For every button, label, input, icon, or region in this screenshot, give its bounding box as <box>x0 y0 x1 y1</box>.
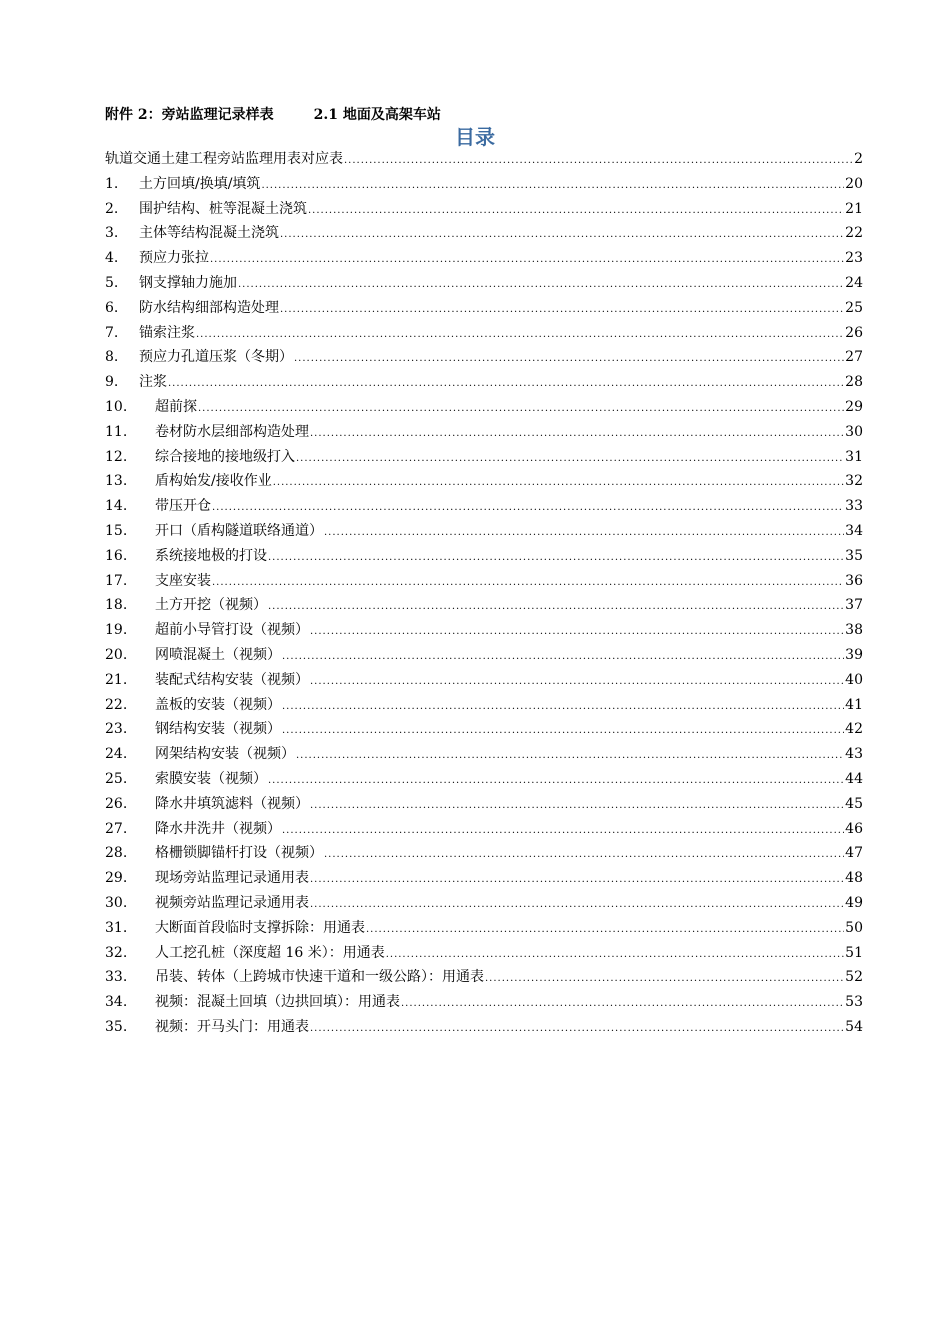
toc-entry-number: 9. <box>105 374 119 391</box>
toc-entry-number: 15. <box>105 522 128 539</box>
toc-entry-label: 网喷混凝土（视频） <box>155 646 281 663</box>
toc-entry-label: 带压开仓 <box>155 498 211 515</box>
toc-entry-label: 索膜安装（视频） <box>155 770 267 787</box>
toc-entry[interactable] <box>105 519 863 544</box>
toc-entry-number: 22. <box>105 696 128 713</box>
toc-entry-page-number: 35 <box>845 547 863 564</box>
toc-entry-number: 31. <box>105 919 128 936</box>
toc-entry[interactable] <box>105 668 863 693</box>
toc-entry-number: 35. <box>105 1018 128 1035</box>
toc-entry[interactable] <box>105 693 863 718</box>
toc-entry[interactable] <box>105 544 863 569</box>
toc-dot-leader <box>485 967 844 992</box>
toc-entry-number: 17. <box>105 572 128 589</box>
toc-entry[interactable] <box>105 296 863 321</box>
toc-entry-page-number: 54 <box>845 1018 863 1035</box>
toc-entry[interactable] <box>105 271 863 296</box>
toc-dot-leader <box>212 571 844 596</box>
toc-entry-page-number: 24 <box>845 274 863 291</box>
toc-entry-page-number: 53 <box>845 994 863 1011</box>
toc-entry-label: 主体等结构混凝土浇筑 <box>139 225 279 242</box>
toc-entry-page-number: 23 <box>845 250 863 267</box>
toc-entry[interactable] <box>105 717 863 742</box>
toc-entry-number: 26. <box>105 795 128 812</box>
toc-entry-page-number: 40 <box>845 671 863 688</box>
toc-entry[interactable] <box>105 147 863 172</box>
toc-entry[interactable] <box>105 866 863 891</box>
toc-dot-leader <box>308 199 844 224</box>
toc-entry-page-number: 50 <box>845 919 863 936</box>
toc-entry-number: 13. <box>105 473 128 490</box>
toc-dot-leader <box>212 496 844 521</box>
toc-entry[interactable] <box>105 345 863 370</box>
toc-entry[interactable] <box>105 618 863 643</box>
toc-entry[interactable] <box>105 593 863 618</box>
toc-dot-leader <box>282 819 844 844</box>
toc-entry-number: 18. <box>105 597 128 614</box>
toc-entry-page-number: 41 <box>845 696 863 713</box>
toc-entry-number: 1. <box>105 175 119 192</box>
toc-entry-page-number: 48 <box>845 870 863 887</box>
toc-entry[interactable] <box>105 221 863 246</box>
toc-entry-label: 开口（盾构隧道联络通道） <box>155 522 323 539</box>
toc-dot-leader <box>261 174 844 199</box>
toc-entry[interactable] <box>105 420 863 445</box>
toc-entry-label: 支座安装 <box>155 572 211 589</box>
toc-entry[interactable] <box>105 395 863 420</box>
toc-entry-label: 钢支撑轴力施加 <box>139 274 237 291</box>
toc-entry-number: 32. <box>105 944 128 961</box>
toc-entry[interactable] <box>105 792 863 817</box>
toc-entry[interactable] <box>105 246 863 271</box>
toc-dot-leader <box>366 918 844 943</box>
toc-entry-number: 34. <box>105 994 128 1011</box>
toc-entry-label: 注浆 <box>139 374 167 391</box>
toc-entry-page-number: 46 <box>845 820 863 837</box>
toc-entry-page-number: 44 <box>845 770 863 787</box>
toc-dot-leader <box>310 670 844 695</box>
toc-entry-number: 27. <box>105 820 128 837</box>
toc-entry-label: 视频：混凝土回填（边拱回填）：用通表 <box>155 994 400 1011</box>
toc-dot-leader <box>344 149 853 174</box>
toc-dot-leader <box>268 769 844 794</box>
toc-entry-page-number: 25 <box>845 299 863 316</box>
toc-entry-page-number: 52 <box>845 969 863 986</box>
toc-dot-leader <box>280 298 844 323</box>
toc-entry-page-number: 37 <box>845 597 863 614</box>
toc-entry-page-number: 45 <box>845 795 863 812</box>
toc-dot-leader <box>324 521 844 546</box>
toc-entry-label: 围护结构、桩等混凝土浇筑 <box>139 200 307 217</box>
toc-entry-label: 锚索注浆 <box>139 324 195 341</box>
toc-entry-page-number: 42 <box>845 721 863 738</box>
toc-entry[interactable] <box>105 941 863 966</box>
toc-entry-number: 12. <box>105 448 128 465</box>
header-section-title: 2.1 地面及高架车站 <box>313 107 441 123</box>
toc-entry[interactable] <box>105 469 863 494</box>
toc-dot-leader <box>280 223 844 248</box>
toc-entry-number: 2. <box>105 200 119 217</box>
toc-entry-page-number: 38 <box>845 622 863 639</box>
toc-entry[interactable] <box>105 172 863 197</box>
toc-entry-number: 8. <box>105 349 119 366</box>
toc-entry-label: 轨道交通土建工程旁站监理用表对应表 <box>105 151 343 167</box>
toc-entry[interactable] <box>105 916 863 941</box>
toc-entry-label: 防水结构细部构造处理 <box>139 299 279 316</box>
toc-entry[interactable] <box>105 742 863 767</box>
toc-entry[interactable] <box>105 841 863 866</box>
toc-entry-page-number: 28 <box>845 374 863 391</box>
toc-entry-number: 7. <box>105 324 119 341</box>
toc-entry[interactable] <box>105 891 863 916</box>
toc-entry-page-number: 34 <box>845 522 863 539</box>
toc-entry[interactable] <box>105 643 863 668</box>
toc-entry-label: 视频：开马头门：用通表 <box>155 1018 309 1035</box>
toc-entry-number: 23. <box>105 721 128 738</box>
toc-entry-number: 11. <box>105 423 128 440</box>
toc-entry-page-number: 51 <box>845 944 863 961</box>
toc-entry-label: 卷材防水层细部构造处理 <box>155 423 309 440</box>
toc-entry-label: 格栅锁脚锚杆打设（视频） <box>155 845 323 862</box>
toc-entry[interactable] <box>105 965 863 990</box>
toc-entry-number: 19. <box>105 622 128 639</box>
toc-entry-number: 3. <box>105 225 119 242</box>
toc-dot-leader <box>401 992 844 1017</box>
toc-entry-number: 20. <box>105 646 128 663</box>
toc-entry-label: 网架结构安装（视频） <box>155 746 295 763</box>
toc-entry-label: 大断面首段临时支撑拆除：用通表 <box>155 919 365 936</box>
toc-entry-label: 视频旁站监理记录通用表 <box>155 894 309 911</box>
toc-entry-label: 土方开挖（视频） <box>155 597 267 614</box>
toc-entry-page-number: 21 <box>845 200 863 217</box>
toc-entry[interactable] <box>105 370 863 395</box>
toc-title: 目录 <box>455 125 495 149</box>
toc-entry-page-number: 36 <box>845 572 863 589</box>
toc-entry-page-number: 49 <box>845 894 863 911</box>
toc-dot-leader <box>294 347 844 372</box>
toc-entry[interactable] <box>105 494 863 519</box>
toc-entry-label: 降水井洗井（视频） <box>155 820 281 837</box>
toc-entry-number: 14. <box>105 498 128 515</box>
toc-entry-number: 21. <box>105 671 128 688</box>
toc-entry-page-number: 2 <box>854 151 863 167</box>
toc-entry-page-number: 33 <box>845 498 863 515</box>
toc-dot-leader <box>268 546 844 571</box>
toc-entry-number: 4. <box>105 250 119 267</box>
table-of-contents <box>105 147 863 1040</box>
toc-entry-label: 预应力孔道压浆（冬期） <box>139 349 293 366</box>
toc-entry-number: 6. <box>105 299 119 316</box>
toc-dot-leader <box>310 794 844 819</box>
toc-entry[interactable] <box>105 321 863 346</box>
toc-entry-number: 30. <box>105 894 128 911</box>
toc-entry-number: 16. <box>105 547 128 564</box>
toc-entry-page-number: 22 <box>845 225 863 242</box>
toc-entry-label: 系统接地极的打设 <box>155 547 267 564</box>
toc-entry[interactable] <box>105 1015 863 1040</box>
toc-dot-leader <box>198 397 844 422</box>
toc-dot-leader <box>324 843 844 868</box>
toc-dot-leader <box>296 447 844 472</box>
header-attachment-title: 附件 2：旁站监理记录样表 <box>105 107 274 123</box>
toc-entry-label: 预应力张拉 <box>139 250 209 267</box>
toc-dot-leader <box>310 893 844 918</box>
toc-entry-label: 装配式结构安装（视频） <box>155 671 309 688</box>
toc-entry[interactable] <box>105 817 863 842</box>
toc-entry-page-number: 31 <box>845 448 863 465</box>
toc-entry-label: 现场旁站监理记录通用表 <box>155 870 309 887</box>
toc-dot-leader <box>210 248 844 273</box>
toc-entry-page-number: 47 <box>845 845 863 862</box>
toc-dot-leader <box>386 943 844 968</box>
toc-entry-page-number: 39 <box>845 646 863 663</box>
toc-entry-label: 综合接地的接地级打入 <box>155 448 295 465</box>
toc-entry-label: 人工挖孔桩（深度超 16 米）：用通表 <box>155 944 385 961</box>
toc-dot-leader <box>296 744 844 769</box>
toc-dot-leader <box>196 323 844 348</box>
toc-entry-label: 钢结构安装（视频） <box>155 721 281 738</box>
toc-entry-number: 25. <box>105 770 128 787</box>
toc-entry[interactable] <box>105 569 863 594</box>
toc-entry-label: 土方回填/换填/填筑 <box>139 175 261 192</box>
toc-entry-page-number: 30 <box>845 423 863 440</box>
toc-dot-leader <box>268 595 844 620</box>
toc-entry-label: 盖板的安装（视频） <box>155 696 281 713</box>
toc-entry-label: 超前探 <box>155 398 197 415</box>
toc-dot-leader <box>282 719 844 744</box>
toc-entry-label: 超前小导管打设（视频） <box>155 622 309 639</box>
toc-entry-page-number: 29 <box>845 398 863 415</box>
toc-dot-leader <box>310 1017 844 1042</box>
toc-entry-label: 降水井填筑滤料（视频） <box>155 795 309 812</box>
toc-dot-leader <box>310 620 844 645</box>
toc-entry-number: 5. <box>105 274 119 291</box>
toc-dot-leader <box>310 422 844 447</box>
toc-dot-leader <box>238 273 844 298</box>
toc-entry[interactable] <box>105 767 863 792</box>
toc-dot-leader <box>273 471 844 496</box>
toc-entry-number: 28. <box>105 845 128 862</box>
toc-entry-page-number: 26 <box>845 324 863 341</box>
toc-entry-number: 33. <box>105 969 128 986</box>
toc-entry-number: 29. <box>105 870 128 887</box>
toc-entry-page-number: 20 <box>845 175 863 192</box>
toc-entry[interactable] <box>105 990 863 1015</box>
toc-entry-number: 10. <box>105 398 128 415</box>
toc-dot-leader <box>282 645 844 670</box>
toc-dot-leader <box>310 868 844 893</box>
toc-entry[interactable] <box>105 445 863 470</box>
toc-entry-label: 吊装、转体（上跨城市快速干道和一级公路）：用通表 <box>155 969 484 986</box>
toc-entry-number: 24. <box>105 746 128 763</box>
toc-entry-page-number: 27 <box>845 349 863 366</box>
toc-entry-label: 盾构始发/接收作业 <box>155 473 272 490</box>
toc-entry[interactable] <box>105 197 863 222</box>
toc-entry-page-number: 43 <box>845 746 863 763</box>
toc-dot-leader <box>168 372 844 397</box>
toc-dot-leader <box>282 695 844 720</box>
toc-entry-page-number: 32 <box>845 473 863 490</box>
